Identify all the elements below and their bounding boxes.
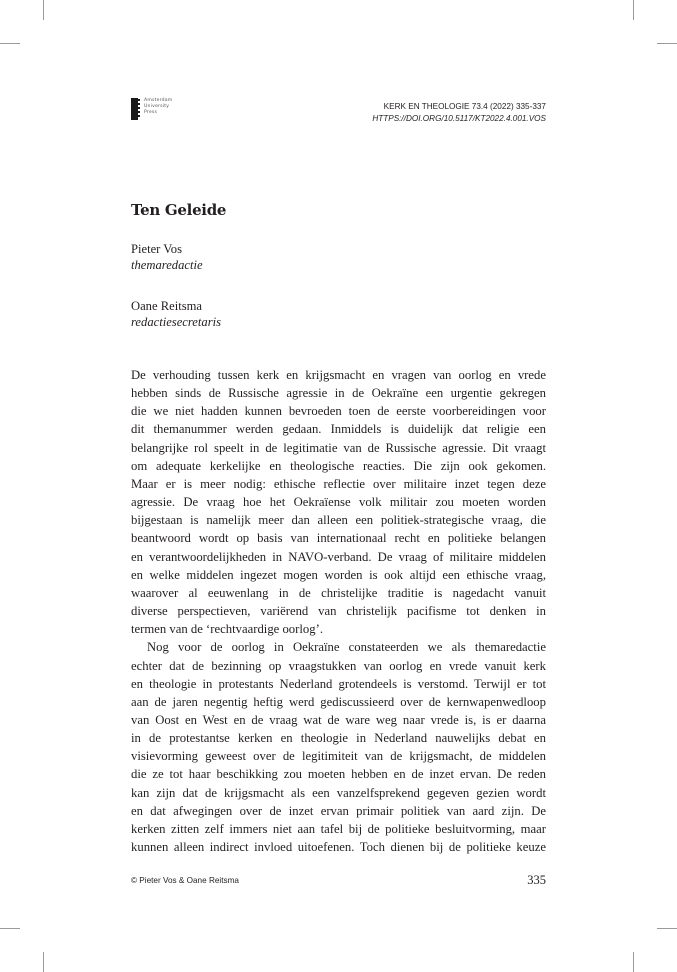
crop-mark: [0, 928, 20, 929]
author-role: redactiesecretaris: [131, 315, 221, 329]
publisher-name: [144, 98, 172, 116]
author-name: Pieter Vos: [131, 242, 182, 256]
text-line: Maar er is meer nodig: ethische reflectie over militaire inzet tegen deze: [131, 476, 546, 491]
publisher-logo: [131, 98, 172, 120]
text-line: agressie. De vraag hoe het Oekraïense volk militair zou moeten worden: [131, 495, 546, 510]
text-line: kan zijn dat de krijgsmacht als een vanzelfsprekend gegeven gezien wordt: [131, 785, 546, 800]
journal-citation: KERK EN THEOLOGIE 73.4 (2022) 335-337: [383, 102, 546, 111]
amsterdam-university-press-logo-icon: [131, 98, 138, 120]
text-line: dit themanummer werden gedaan. Inmiddels is duidelijk dat religie een: [131, 422, 546, 437]
text-line: van Oost en West en de vraag wat de ware weg naar vrede is, is er daarna: [131, 712, 546, 727]
text-line: De verhouding tussen kerk en krijgsmacht en vragen van oorlog en vrede: [131, 368, 546, 382]
publisher-name-line: University: [144, 104, 170, 109]
text-line: en welke middelen ingezet mogen worden is ook altijd een ethische vraag,: [131, 567, 546, 582]
text-line: Nog voor de oorlog in Oekraïne constateerden we als themaredactie: [147, 640, 546, 655]
text-line: diverse perspectieven, variërend van christelijk pacifisme tot denken in: [131, 604, 546, 619]
crop-mark: [43, 952, 44, 972]
article-title: Ten Geleide: [131, 201, 227, 219]
crop-mark: [633, 0, 634, 20]
text-line: kerken zitten zelf immers niet aan tafel bij de politieke besluitvorming, maar: [131, 821, 546, 836]
author-block: [131, 241, 203, 273]
publisher-name-line: Press: [144, 110, 158, 115]
text-line: die we niet hadden kunnen bevroeden toen de eerste voorbereidingen voor: [131, 404, 546, 419]
text-line: aan de jaren negentig heftig werd gediscussieerd over de kernwapenwedloop: [131, 694, 546, 709]
publisher-name-line: Amsterdam: [144, 98, 173, 103]
doi-link[interactable]: HTTPS://DOI.ORG/10.5117/KT2022.4.001.VOS: [372, 114, 546, 123]
author-role: themaredactie: [131, 258, 203, 272]
page-number: 335: [527, 873, 546, 887]
text-line: en dat afwegingen over de inzet ervan primair politiek van aard zijn. De: [131, 803, 546, 818]
crop-mark: [657, 928, 677, 929]
text-line: waarover al eeuwenlang in de christelijke traditie is nagedacht vanuit: [131, 585, 546, 600]
crop-mark: [43, 0, 44, 20]
crop-mark: [657, 43, 677, 44]
body-paragraph: [131, 366, 546, 638]
author-name: Oane Reitsma: [131, 299, 202, 313]
text-line: om adequate kerkelijke en theologische reacties. Die zijn ook gekomen.: [131, 458, 546, 473]
body-paragraph: [131, 638, 546, 856]
text-line: en verantwoordelijkheden in NAVO-verband. De vraag of militaire middelen: [131, 549, 546, 564]
text-line: en theologie in protestants Nederland grotendeels is verstomd. Terwijl er tot: [131, 676, 546, 691]
text-line: belangrijke rol speelt in de legitimatie van de Russische agressie. Dit vraagt: [131, 440, 546, 455]
crop-mark: [633, 952, 634, 972]
text-line: beantwoord wordt op basis van internationaal recht en politieke belangen: [131, 531, 546, 546]
author-block: [131, 298, 221, 330]
text-line: kunnen alleen indirect invloed uitoefenen. Toch dienen bij de politieke keuze: [131, 840, 546, 855]
text-line: echter dat de bezinning op vraagstukken van oorlog en vrede vanuit kerk: [131, 658, 546, 673]
text-line: in de protestantse kerken en theologie in Nederland nauwelijks debat en: [131, 731, 546, 746]
journal-info: [372, 101, 546, 125]
text-line: hebben sinds de Russische agressie in de Oekraïne een urgentie gekregen: [131, 386, 546, 401]
text-line: visievorming geweest over de legitimiteit van de krijgsmacht, de middelen: [131, 749, 546, 764]
text-line: bijgestaan is namelijk meer dan alleen een politiek-strategische vraag, die: [131, 513, 546, 528]
article-body: [131, 366, 546, 856]
copyright-notice: © Pieter Vos & Oane Reitsma: [131, 876, 239, 885]
text-line: die ze tot haar beschikking zou moeten hebben en de inzet ervan. De reden: [131, 767, 546, 782]
crop-mark: [0, 43, 20, 44]
text-line: termen van de ‘rechtvaardige oorlog’.: [131, 622, 323, 637]
